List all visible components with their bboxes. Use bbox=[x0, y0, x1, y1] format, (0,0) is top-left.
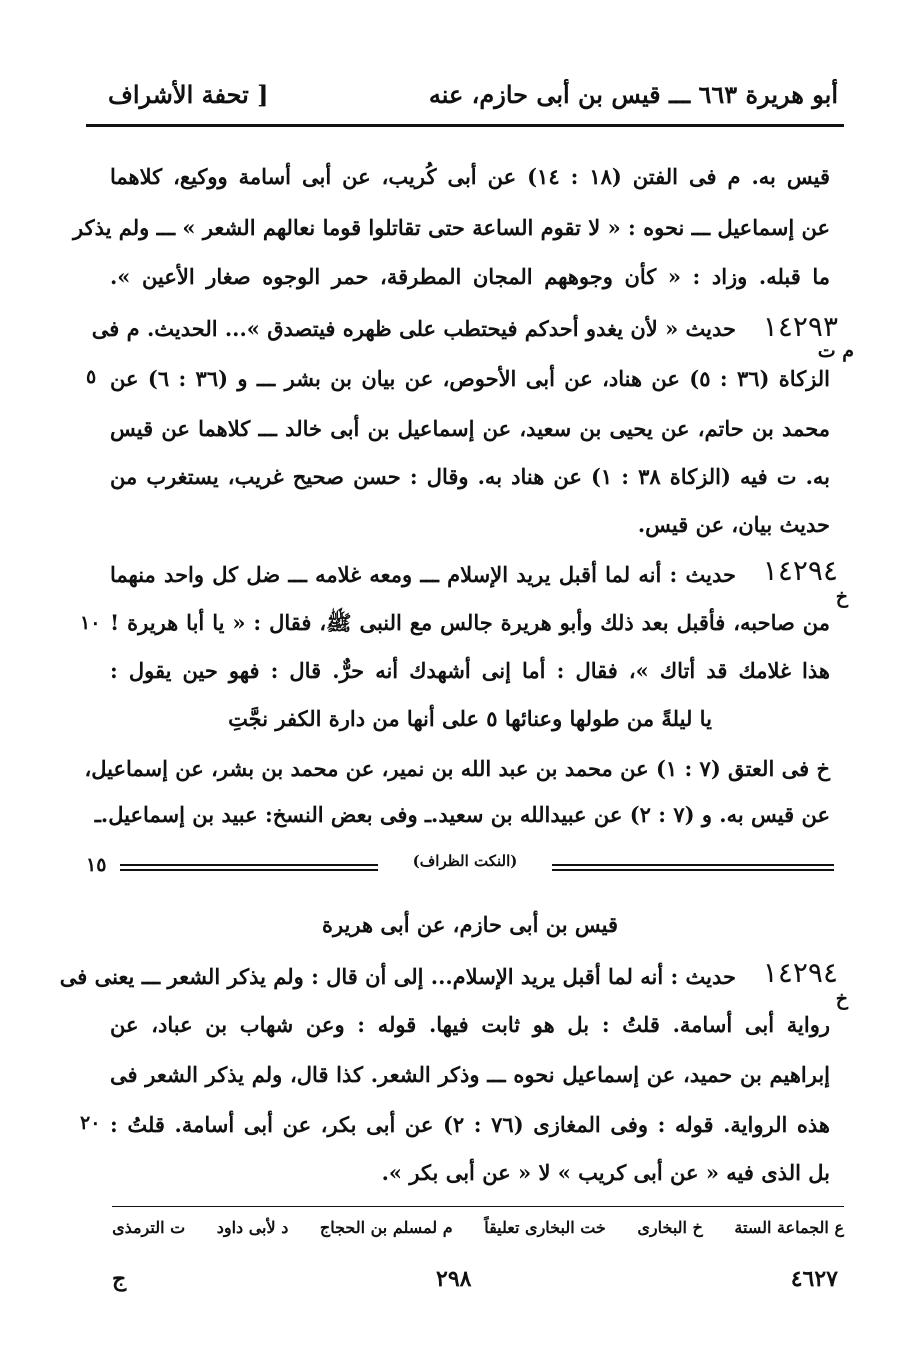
text-line: من صاحبه، فأقبل بعد ذلك وأبو هريرة جالس مع النبى ﷺ، فقال : « يا أبا هريرة ! bbox=[110, 610, 830, 635]
legend-item: م لمسلم بن الحجاج bbox=[319, 1218, 453, 1237]
text-line: هذا غلامك قد أتاك »، فقال : أما إنى أشهدك أنه حرٌّ. قال : فهو حين يقول : bbox=[110, 658, 830, 683]
line-number: ٥ bbox=[86, 366, 97, 388]
sigla-legend bbox=[112, 1218, 844, 1237]
margin-siglum: خ bbox=[835, 988, 848, 1010]
running-header-title: أبو هريرة ٦٦٣ ـــ قيس بن أبى حازم، عنه bbox=[428, 80, 838, 109]
legend-item: ع الجماعة الستة bbox=[734, 1218, 844, 1237]
footer-rule bbox=[112, 1206, 844, 1207]
section-subheading: قيس بن أبى حازم، عن أبى هريرة bbox=[321, 912, 619, 937]
text-line: به. ت فيه (الزكاة ٣٨ : ١) عن هناد به. وقال : حسن صحيح غريب، يستغرب من bbox=[110, 464, 831, 489]
text-line: خ فى العتق (٧ : ١) عن محمد بن عبد الله بن نمير، عن محمد بن بشر، عن إسماعيل، bbox=[84, 756, 830, 781]
legend-item: ت الترمذى bbox=[112, 1218, 186, 1237]
page-number: ٢٩٨ bbox=[436, 1266, 472, 1292]
text-line: حديث : أنه لما أقبل يريد الإسلام ـــ ومعه غلامه ـــ ضل كل واحد منهما bbox=[110, 562, 737, 587]
line-number: ١٥ bbox=[86, 854, 107, 876]
text-line: الزكاة (٣٦ : ٥) عن هناد، عن أبى الأحوص، عن بيان بن بشر ـــ و (٣٦ : ٦) عن bbox=[110, 366, 831, 391]
verse-line: يا ليلةً من طولها وعنائها ٥ على أنها من دارة الكفر نجَّتِ bbox=[228, 706, 712, 731]
text-line: حديث « لأن يغدو أحدكم فيحتطب على ظهره فيتصدق »... الحديث. م فى bbox=[91, 316, 736, 341]
hadith-number: ١٤٢٩٤ bbox=[762, 956, 838, 989]
header-rule bbox=[86, 124, 844, 127]
separator-rule-left bbox=[120, 869, 378, 871]
text-line: حديث بيان، عن قيس. bbox=[637, 512, 830, 537]
text-line: هذه الرواية. قوله : وفى المغازى (٧٦ : ٢) عن أبى بكر، عن أبى أسامة. قلتُ : bbox=[110, 1112, 831, 1137]
separator-rule-right bbox=[552, 869, 834, 871]
text-line: عن إسماعيل ـــ نحوه : « لا تقوم الساعة حتى تقاتلوا قوما نعالهم الشعر » ـــ ولم يذكر bbox=[73, 215, 830, 240]
text-line: محمد بن حاتم، عن يحيى بن سعيد، عن إسماعيل بن أبى خالد ـــ كلاهما عن قيس bbox=[110, 416, 830, 441]
separator-rule-left bbox=[120, 864, 378, 866]
text-line: رواية أبى أسامة. قلتُ : بل هو ثابت فيها. قوله : وعن شهاب بن عباد، عن bbox=[110, 1012, 830, 1037]
margin-siglum: م ت bbox=[817, 340, 854, 362]
line-number: ٢٠ bbox=[80, 1112, 101, 1134]
volume-mark: ج bbox=[112, 1266, 127, 1292]
text-line: بل الذى فيه « عن أبى كريب » لا « عن أبى بكر ». bbox=[381, 1160, 830, 1185]
margin-siglum: خ bbox=[835, 586, 848, 608]
text-line: ما قبله. وزاد : « كأن وجوههم المجان المطرقة، حمر الوجوه صغار الأعين ». bbox=[110, 264, 830, 289]
legend-item: خت البخارى تعليقاً bbox=[484, 1218, 606, 1237]
legend-item: د لأبى داود bbox=[216, 1218, 289, 1237]
separator-label: (النكت الظراف) bbox=[412, 852, 518, 870]
hadith-number: ١٤٢٩٣ bbox=[762, 310, 838, 343]
line-number: ١٠ bbox=[80, 612, 101, 634]
separator-rule-right bbox=[552, 864, 834, 866]
text-line: إبراهيم بن حميد، عن إسماعيل نحوه ـــ وذكر الشعر. كذا قال، ولم يذكر الشعر فى bbox=[110, 1062, 830, 1087]
running-header-book: [ تحفة الأشراف bbox=[108, 80, 269, 109]
text-line: عن قيس به. و (٧ : ٢) عن عبيدالله بن سعيد.ـ وفى بعض النسخ: عبيد بن إسماعيل.ـ bbox=[94, 802, 830, 827]
text-line: قيس به. م فى الفتن (١٨ : ١٤) عن أبى كُريب، عن أبى أسامة ووكيع، كلاهما bbox=[110, 164, 831, 189]
hadith-number: ١٤٢٩٤ bbox=[762, 554, 838, 587]
legend-item: خ البخارى bbox=[637, 1218, 703, 1237]
text-line: حديث : أنه لما أقبل يريد الإسلام... إلى أن قال : ولم يذكر الشعر ـــ يعنى فى bbox=[59, 964, 736, 989]
hadith-count-number: ٤٦٢٧ bbox=[790, 1266, 838, 1292]
